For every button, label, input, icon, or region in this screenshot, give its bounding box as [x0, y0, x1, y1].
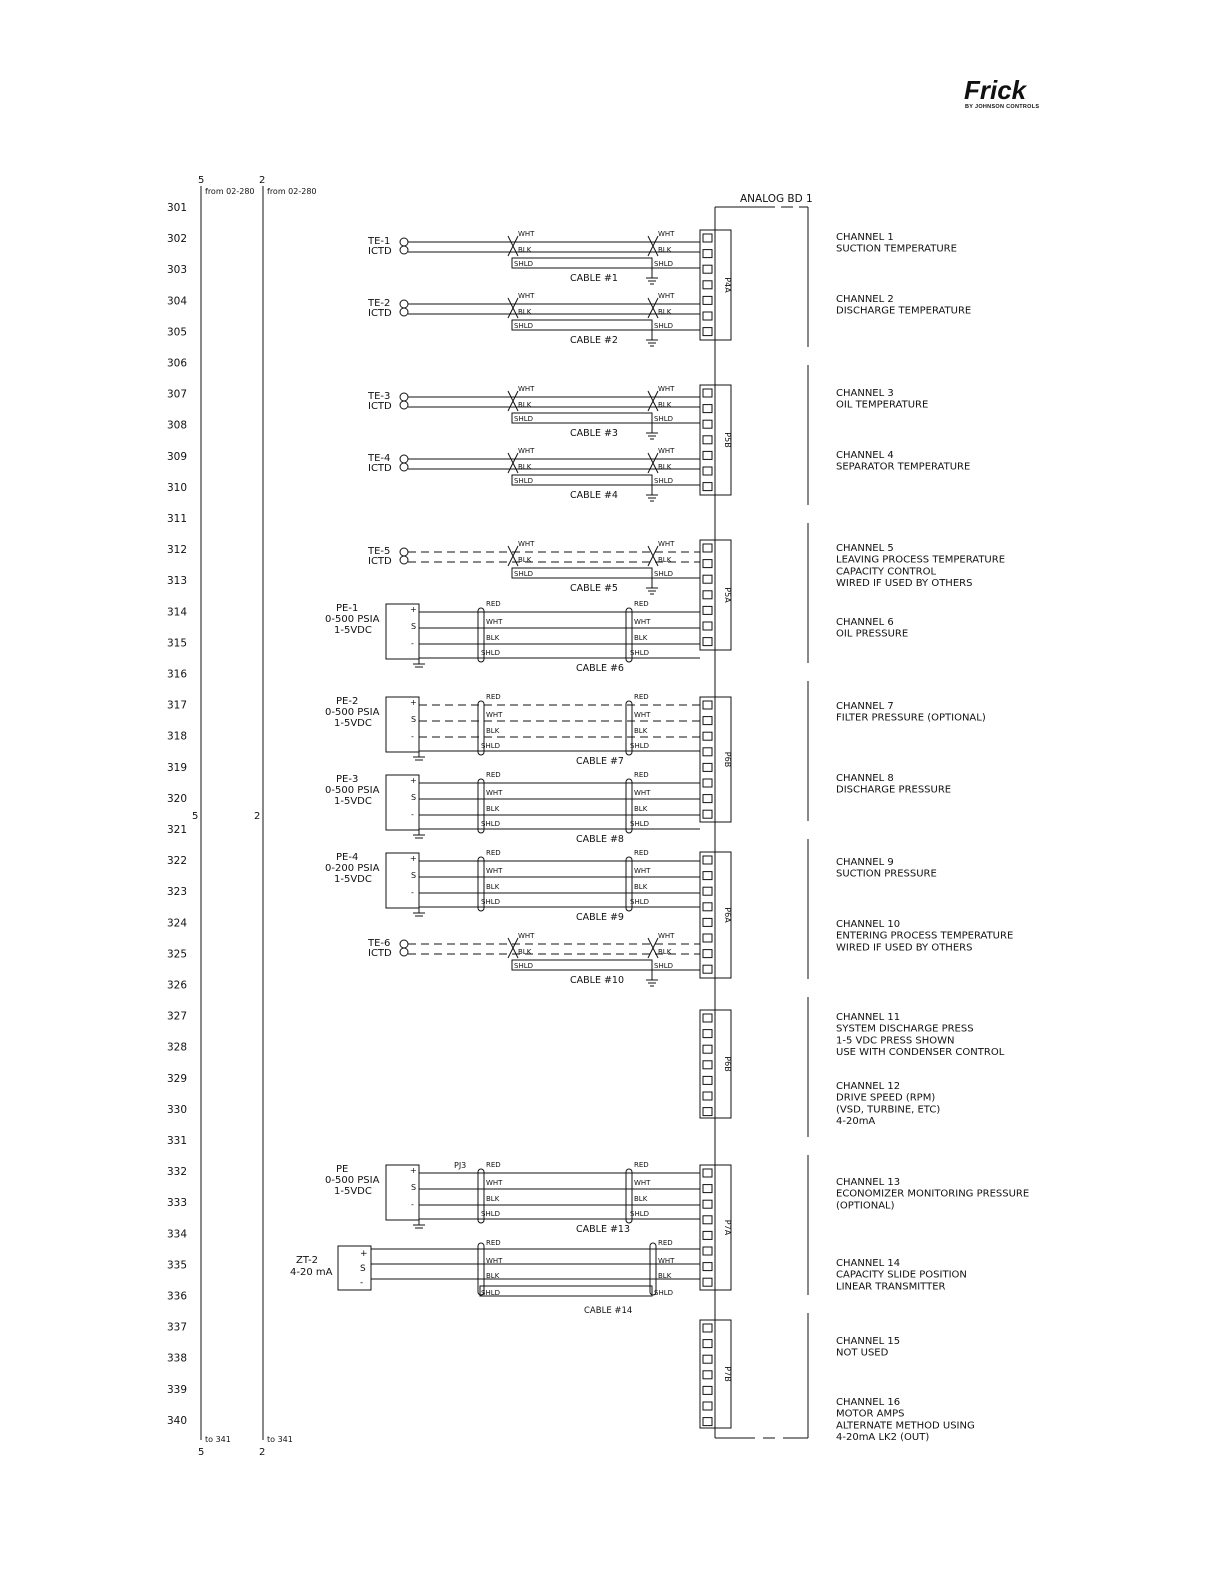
terminal-plus: + [410, 1166, 417, 1175]
rail-5-mid-label: 5 [192, 811, 199, 822]
connector-p7a-6 [700, 1165, 732, 1290]
board-title: ANALOG BD 1 [740, 193, 813, 205]
wire-label-blk: BLK [634, 883, 648, 891]
channel-text: DISCHARGE TEMPERATURE [836, 305, 972, 317]
channel-text: ENTERING PROCESS TEMPERATURE [836, 930, 1014, 942]
wire-label-red: RED [634, 693, 649, 701]
terminal-minus: - [411, 639, 414, 648]
wire-label-shld: SHLD [514, 260, 533, 268]
line-numbers [167, 202, 187, 1427]
rail-2-bottom-note: to 341 [267, 1435, 293, 1444]
line-number-332: 332 [167, 1166, 188, 1179]
wire-label-blk: BLK [486, 634, 500, 642]
wire-label-shld: SHLD [514, 415, 533, 423]
channel-text: 4-20mA [836, 1116, 876, 1128]
cable-label: CABLE #7 [576, 756, 624, 767]
channel-title: CHANNEL 1 [836, 232, 894, 243]
line-number-311: 311 [167, 513, 188, 525]
connector-p7b-7 [700, 1320, 732, 1428]
rail-5-top-number: 5 [198, 175, 205, 186]
line-number-303: 303 [167, 264, 188, 277]
wire-label-wht: WHT [518, 385, 535, 393]
device-range: 0-500 PSIA [325, 785, 380, 796]
device-range: 0-500 PSIA [325, 614, 380, 625]
wire-label-wht: WHT [658, 292, 675, 300]
device-type: ICTD [368, 556, 392, 567]
rail-2-mid-label: 2 [254, 811, 261, 822]
wire-label-red: RED [658, 1239, 673, 1247]
connector-label: P7B [723, 1366, 732, 1382]
channel-1-description [836, 232, 957, 255]
line-number-322: 322 [167, 855, 188, 868]
terminal-s: S [411, 793, 417, 802]
device-tag: PE-1 [336, 603, 359, 614]
channel-text: FILTER PRESSURE (OPTIONAL) [836, 712, 986, 724]
channel-8-description [836, 773, 951, 796]
channel-text: 4-20mA LK2 (OUT) [836, 1432, 930, 1444]
channel-15-description [836, 1336, 900, 1359]
line-number-327: 327 [167, 1010, 188, 1023]
cable-label: CABLE #4 [570, 490, 618, 501]
device-range: 0-500 PSIA [325, 707, 380, 718]
wire-label-red: RED [486, 771, 501, 779]
device-tag: PE-2 [336, 696, 359, 707]
cable-label: CABLE #1 [570, 273, 618, 284]
terminal-minus: - [411, 732, 414, 741]
wire-label-blk: BLK [658, 401, 672, 409]
terminal-plus: + [360, 1249, 368, 1259]
cable-label: CABLE #10 [570, 975, 625, 986]
pressure-device-pe-4 [325, 849, 700, 923]
channel-title: CHANNEL 6 [836, 617, 894, 628]
wire-label-shld: SHLD [654, 1289, 673, 1297]
wire-label-wht: WHT [486, 1257, 503, 1265]
pressure-device-pe-3 [325, 771, 700, 845]
connector-blocks [700, 230, 732, 1428]
wire-label-shld: SHLD [654, 962, 673, 970]
line-number-309: 309 [167, 450, 188, 463]
wire-label-red: RED [486, 1239, 501, 1247]
line-number-338: 338 [167, 1352, 188, 1365]
wire-label-wht: WHT [634, 618, 651, 626]
wire-label-blk: BLK [634, 805, 648, 813]
channel-3-description [836, 388, 928, 411]
device-tag: TE-3 [368, 391, 391, 402]
device-signal: 1-5VDC [334, 625, 372, 636]
channel-text: MOTOR AMPS [836, 1408, 905, 1420]
wire-label-blk: BLK [658, 246, 672, 254]
channel-title: CHANNEL 13 [836, 1177, 901, 1188]
channel-14-description [836, 1258, 967, 1292]
wire-label-blk: BLK [486, 883, 500, 891]
device-signal: 1-5VDC [334, 718, 372, 729]
wire-label-blk: BLK [486, 727, 500, 735]
channel-13-description [836, 1177, 1029, 1211]
wire-label-blk: BLK [518, 948, 532, 956]
channel-text: WIRED IF USED BY OTHERS [836, 578, 973, 590]
rtd-device-te-5 [367, 540, 700, 594]
line-number-328: 328 [167, 1041, 188, 1054]
wire-label-shld: SHLD [481, 1210, 500, 1218]
wire-label-blk: BLK [518, 556, 532, 564]
rail-5 [192, 175, 255, 1458]
line-number-335: 335 [167, 1259, 188, 1272]
pressure-device-pe-1 [325, 600, 700, 674]
device-tag: PE-3 [336, 774, 359, 785]
device-range: 0-200 PSIA [325, 863, 380, 874]
channel-title: CHANNEL 4 [836, 450, 894, 461]
line-number-331: 331 [167, 1135, 188, 1147]
channel-text: DISCHARGE PRESSURE [836, 784, 952, 796]
channel-title: CHANNEL 7 [836, 701, 894, 712]
cable-label: CABLE #9 [576, 912, 624, 923]
terminal-minus: - [411, 888, 414, 897]
terminal-s: S [360, 1264, 366, 1274]
wire-label-wht: WHT [518, 540, 535, 548]
device-type: ICTD [368, 401, 392, 412]
wire-label-wht: WHT [658, 385, 675, 393]
line-number-315: 315 [167, 637, 188, 650]
device-signal: 1-5VDC [334, 796, 372, 807]
channel-text: OIL TEMPERATURE [836, 399, 929, 411]
device-tag: TE-1 [368, 236, 391, 247]
line-number-320: 320 [167, 792, 188, 805]
line-number-316: 316 [167, 668, 188, 681]
cable-label: CABLE #14 [584, 1306, 633, 1316]
wire-label-red: RED [634, 1161, 649, 1169]
channel-text: SEPARATOR TEMPERATURE [836, 461, 971, 473]
wire-label-shld: SHLD [630, 898, 649, 906]
line-number-302: 302 [167, 233, 188, 246]
rtd-device-te-1 [367, 230, 700, 284]
terminal-plus: + [410, 776, 417, 785]
wire-label-wht: WHT [518, 932, 535, 940]
channel-text: LEAVING PROCESS TEMPERATURE [836, 554, 1006, 566]
line-number-317: 317 [167, 699, 188, 712]
channel-text: DRIVE SPEED (RPM) [836, 1092, 936, 1104]
channel-title: CHANNEL 16 [836, 1397, 901, 1408]
channel-text: USE WITH CONDENSER CONTROL [836, 1047, 1005, 1059]
connector-p4a-0 [700, 230, 732, 340]
cable-label: CABLE #3 [570, 428, 618, 439]
channel-text: WIRED IF USED BY OTHERS [836, 942, 973, 954]
connector-label: P6A [723, 907, 732, 923]
line-number-305: 305 [167, 326, 188, 339]
wire-label-shld: SHLD [481, 742, 500, 750]
rtd-device-te-3 [367, 385, 700, 439]
wire-label-wht: WHT [518, 447, 535, 455]
wire-label-wht: WHT [486, 618, 503, 626]
wire-label-shld: SHLD [481, 1289, 500, 1297]
wire-label-wht: WHT [658, 447, 675, 455]
channel-12-description [836, 1081, 940, 1127]
cable-label: CABLE #8 [576, 834, 624, 845]
line-number-314: 314 [167, 606, 188, 619]
channel-text: SYSTEM DISCHARGE PRESS [836, 1023, 974, 1035]
channel-text: SUCTION TEMPERATURE [836, 243, 957, 255]
wire-label-red: RED [486, 1161, 501, 1169]
channel-title: CHANNEL 2 [836, 294, 894, 305]
rail-2-bottom-number: 2 [259, 1447, 266, 1458]
line-number-321: 321 [167, 824, 188, 836]
device-tag: TE-4 [368, 453, 391, 464]
wire-label-blk: BLK [486, 805, 500, 813]
wire-label-shld: SHLD [630, 820, 649, 828]
pressure-device-pe-2 [325, 693, 700, 767]
channel-text: CAPACITY SLIDE POSITION [836, 1269, 967, 1281]
line-number-323: 323 [167, 886, 188, 899]
device-tag: TE-6 [368, 938, 391, 949]
line-number-307: 307 [167, 388, 188, 401]
wire-label-shld: SHLD [481, 820, 500, 828]
connector-label: P4A [723, 277, 732, 293]
line-number-333: 333 [167, 1197, 188, 1210]
terminal-s: S [411, 715, 417, 724]
pressure-device-pe [325, 1161, 700, 1235]
channel-text: LINEAR TRANSMITTER [836, 1281, 946, 1293]
wire-label-wht: WHT [486, 789, 503, 797]
wire-label-blk: BLK [634, 727, 648, 735]
wire-label-wht: WHT [486, 1179, 503, 1187]
channel-10-description [836, 919, 1013, 953]
rail-2-top-note: from 02-280 [267, 187, 317, 196]
wire-label-shld: SHLD [654, 477, 673, 485]
channel-7-description [836, 701, 986, 724]
terminal-plus: + [410, 854, 417, 863]
wire-label-shld: SHLD [481, 898, 500, 906]
wire-label-wht: WHT [634, 1179, 651, 1187]
terminal-minus: - [411, 810, 414, 819]
wire-label-red: RED [486, 849, 501, 857]
wire-label-shld: SHLD [630, 1210, 649, 1218]
line-number-324: 324 [167, 917, 188, 930]
rail-5-bottom-note: to 341 [205, 1435, 231, 1444]
wire-label-shld: SHLD [514, 962, 533, 970]
wire-label-blk: BLK [658, 556, 672, 564]
line-number-306: 306 [167, 357, 188, 370]
wire-label-red: RED [634, 849, 649, 857]
channel-text: ALTERNATE METHOD USING [836, 1420, 975, 1432]
channel-9-description [836, 857, 937, 880]
line-number-319: 319 [167, 761, 188, 774]
line-number-301: 301 [167, 202, 188, 214]
terminal-s: S [411, 1183, 417, 1192]
wire-label-blk: BLK [658, 948, 672, 956]
terminal-plus: + [410, 698, 417, 707]
channel-2-description [836, 294, 971, 317]
channel-text: 1-5 VDC PRESS SHOWN [836, 1035, 955, 1047]
wire-label-shld: SHLD [514, 322, 533, 330]
wire-label-blk: BLK [658, 463, 672, 471]
wire-label-wht: WHT [518, 230, 535, 238]
line-number-336: 336 [167, 1290, 188, 1303]
connector-p5a-2 [700, 540, 732, 650]
channel-title: CHANNEL 3 [836, 388, 894, 399]
terminal-s: S [411, 871, 417, 880]
wire-label-blk: BLK [518, 246, 532, 254]
channel-title: CHANNEL 12 [836, 1081, 901, 1092]
connector-p6b-3 [700, 697, 732, 822]
connector-label: P5A [723, 587, 732, 603]
line-number-339: 339 [167, 1383, 188, 1396]
device-tag: ZT-2 [296, 1255, 319, 1266]
rail-5-bottom-number: 5 [198, 1447, 205, 1458]
rtd-device-te-6 [367, 932, 700, 986]
device-tag: TE-5 [368, 546, 391, 557]
channel-title: CHANNEL 11 [836, 1012, 901, 1023]
logo-subtitle: BY JOHNSON CONTROLS [965, 104, 1040, 110]
device-tag: PE-4 [336, 852, 359, 863]
wire-label-blk: BLK [634, 634, 648, 642]
channel-11-description [836, 1012, 1005, 1058]
wire-label-blk: BLK [518, 463, 532, 471]
wire-label-blk: BLK [658, 1272, 672, 1280]
wire-label-shld: SHLD [630, 649, 649, 657]
channel-text: NOT USED [836, 1347, 889, 1359]
channel-title: CHANNEL 15 [836, 1336, 901, 1347]
rtd-device-te-2 [367, 292, 700, 346]
connector-label: P6B [723, 1056, 732, 1072]
line-number-326: 326 [167, 979, 188, 992]
line-number-304: 304 [167, 295, 188, 308]
transmitter-zt-2 [290, 1239, 700, 1316]
terminal-s: S [411, 622, 417, 631]
channel-descriptions [836, 232, 1029, 1443]
channel-text: SUCTION PRESSURE [836, 868, 937, 880]
analog-board [715, 193, 813, 1438]
device-signal: 4-20 mA [290, 1267, 333, 1278]
channel-text: ECONOMIZER MONITORING PRESSURE [836, 1188, 1030, 1200]
cable-label: CABLE #13 [576, 1224, 631, 1235]
plug-label: PJ3 [454, 1161, 467, 1170]
device-type: ICTD [368, 948, 392, 959]
channel-text: CAPACITY CONTROL [836, 566, 937, 578]
wire-label-wht: WHT [634, 867, 651, 875]
wire-label-wht: WHT [658, 230, 675, 238]
channel-title: CHANNEL 14 [836, 1258, 901, 1269]
wire-label-wht: WHT [658, 1257, 675, 1265]
wire-label-red: RED [486, 600, 501, 608]
frick-logo [964, 75, 1039, 110]
device-signal: 1-5VDC [334, 874, 372, 885]
wire-label-wht: WHT [658, 932, 675, 940]
wire-label-shld: SHLD [481, 649, 500, 657]
cable-label: CABLE #6 [576, 663, 624, 674]
channel-title: CHANNEL 8 [836, 773, 894, 784]
field-devices [290, 230, 700, 1316]
wire-label-blk: BLK [518, 401, 532, 409]
channel-text: (VSD, TURBINE, ETC) [836, 1104, 941, 1116]
line-number-337: 337 [167, 1321, 188, 1334]
channel-title: CHANNEL 5 [836, 543, 894, 554]
line-number-310: 310 [167, 481, 188, 494]
terminal-minus: - [360, 1278, 364, 1288]
wire-label-red: RED [634, 600, 649, 608]
terminal-plus: + [410, 605, 417, 614]
line-number-318: 318 [167, 730, 188, 743]
channel-4-description [836, 450, 970, 473]
wire-label-shld: SHLD [654, 570, 673, 578]
channel-title: CHANNEL 10 [836, 919, 901, 930]
wire-label-wht: WHT [634, 789, 651, 797]
line-number-340: 340 [167, 1414, 188, 1427]
cable-label: CABLE #5 [570, 583, 618, 594]
device-signal: 1-5VDC [334, 1186, 372, 1197]
device-type: ICTD [368, 246, 392, 257]
terminal-minus: - [411, 1200, 414, 1209]
rail-5-top-note: from 02-280 [205, 187, 255, 196]
connector-p5b-1 [700, 385, 732, 495]
channel-6-description [836, 617, 908, 640]
line-number-313: 313 [167, 575, 188, 588]
wire-label-red: RED [634, 771, 649, 779]
wire-label-red: RED [486, 693, 501, 701]
device-tag: TE-2 [368, 298, 391, 309]
logo-text: Frick [964, 75, 1027, 105]
line-number-325: 325 [167, 948, 188, 961]
line-number-334: 334 [167, 1228, 188, 1241]
wire-label-shld: SHLD [654, 260, 673, 268]
wire-label-shld: SHLD [654, 322, 673, 330]
wire-label-wht: WHT [486, 711, 503, 719]
wire-label-blk: BLK [486, 1272, 500, 1280]
connector-label: P7A [723, 1219, 732, 1236]
wire-label-blk: BLK [518, 308, 532, 316]
line-number-312: 312 [167, 544, 188, 557]
wire-label-shld: SHLD [630, 742, 649, 750]
rtd-device-te-4 [367, 447, 700, 501]
wire-label-wht: WHT [518, 292, 535, 300]
channel-5-description [836, 543, 1005, 589]
device-tag: PE [336, 1164, 349, 1175]
channel-text: OIL PRESSURE [836, 628, 909, 640]
connector-label: P5B [723, 432, 732, 448]
device-type: ICTD [368, 308, 392, 319]
wire-label-blk: BLK [486, 1195, 500, 1203]
cable-label: CABLE #2 [570, 335, 618, 346]
wire-label-blk: BLK [658, 308, 672, 316]
channel-16-description [836, 1397, 975, 1443]
channel-title: CHANNEL 9 [836, 857, 894, 868]
wire-label-blk: BLK [634, 1195, 648, 1203]
channel-text: (OPTIONAL) [836, 1200, 895, 1212]
connector-label: P6B [723, 751, 732, 768]
device-range: 0-500 PSIA [325, 1175, 380, 1186]
line-number-329: 329 [167, 1072, 188, 1085]
connector-p6b-5 [700, 1010, 732, 1118]
wire-label-wht: WHT [486, 867, 503, 875]
wire-label-wht: WHT [634, 711, 651, 719]
line-number-330: 330 [167, 1103, 188, 1116]
line-number-308: 308 [167, 419, 188, 432]
wire-label-shld: SHLD [514, 477, 533, 485]
wire-label-wht: WHT [658, 540, 675, 548]
connector-p6a-4 [700, 852, 732, 978]
rail-2-top-number: 2 [259, 175, 266, 186]
wire-label-shld: SHLD [654, 415, 673, 423]
device-type: ICTD [368, 463, 392, 474]
wire-label-shld: SHLD [514, 570, 533, 578]
